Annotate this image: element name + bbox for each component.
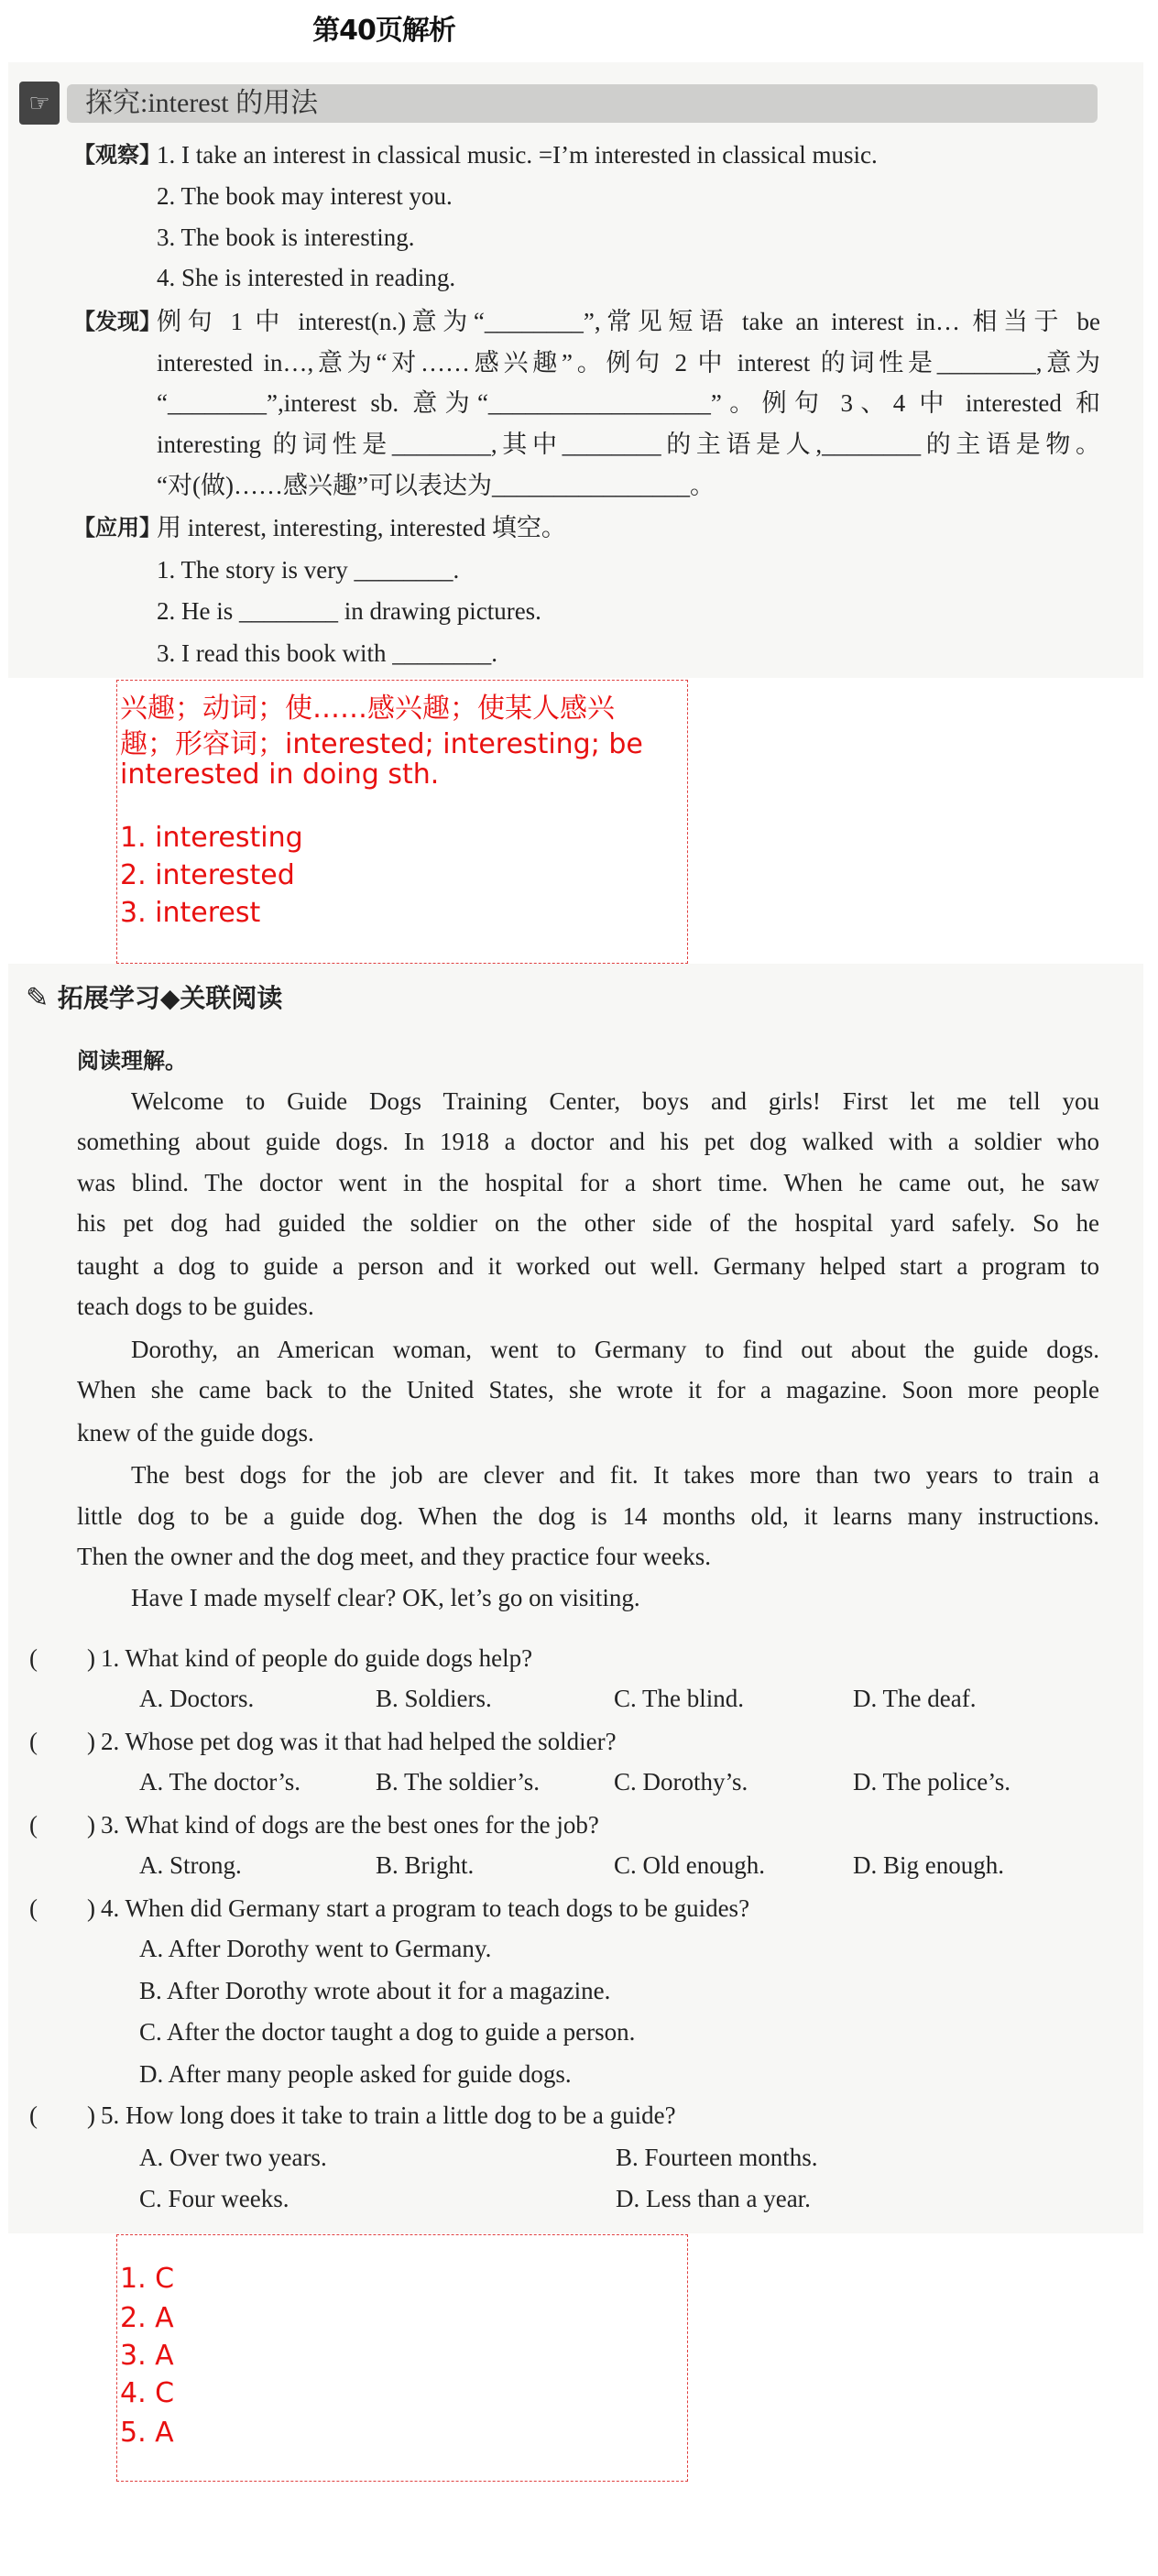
passage-line: When she came back to the United States, she wrote it for a magazine. Soon more people	[77, 1376, 1099, 1403]
apply-line: 2. He is ________ in drawing pictures.	[157, 597, 541, 625]
reading-subtitle: 阅读理解。	[77, 1048, 187, 1074]
apply-intro: 用 interest, interesting, interested 填空。	[157, 514, 566, 541]
answer-line: 兴趣；动词；使……感兴趣；使某人感兴	[120, 693, 615, 725]
answer-box-1	[116, 680, 688, 964]
answer-line: 1. interesting	[120, 822, 303, 854]
apply-line: 1. The story is very ________.	[157, 556, 460, 584]
section-label: 拓展学习◆关联阅读	[57, 983, 283, 1013]
option-a: A. Strong.	[139, 1851, 242, 1879]
passage-line: Dorothy, an American woman, went to Germany to find out about the guide dogs.	[131, 1336, 1099, 1363]
passage-line: something about guide dogs. In 1918 a doctor and his pet dog walked with a soldier who	[77, 1128, 1099, 1155]
option-a: A. After Dorothy went to Germany.	[139, 1935, 492, 1962]
answer-line: 4. C	[120, 2377, 175, 2409]
answer-line: 2. A	[120, 2302, 174, 2334]
answer-line: 5. A	[120, 2417, 174, 2449]
option-b: B. The soldier’s.	[376, 1768, 540, 1796]
answer-paren: ( )	[29, 1811, 95, 1839]
option-a: A. Over two years.	[139, 2144, 327, 2171]
passage-line: his pet dog had guided the soldier on the other side of the hospital yard safely. So he	[77, 1209, 1099, 1237]
observe-line: 2. The book may interest you.	[157, 182, 453, 210]
passage-line: Welcome to Guide Dogs Training Center, boys and girls! First let me tell you	[131, 1087, 1099, 1115]
passage-line: The best dogs for the job are clever and fit. It takes more than two years to train a	[131, 1461, 1099, 1489]
answer-paren: ( )	[29, 2101, 95, 2129]
answer-paren: ( )	[29, 1894, 95, 1922]
passage-line: knew of the guide dogs.	[77, 1419, 314, 1446]
option-b: B. Soldiers.	[376, 1685, 492, 1712]
passage-line: Then the owner and the dog meet, and they practice four weeks.	[77, 1543, 711, 1570]
option-d: D. Less than a year.	[616, 2185, 811, 2212]
option-c: C. After the doctor taught a dog to guide a person.	[139, 2018, 636, 2046]
option-d: D. The deaf.	[853, 1685, 977, 1712]
passage-line: teach dogs to be guides.	[77, 1293, 314, 1320]
question-text: 4. When did Germany start a program to teach dogs to be guides?	[101, 1894, 750, 1922]
page-title: 第40页解析	[312, 15, 455, 47]
option-c: C. The blind.	[614, 1685, 745, 1712]
answer-box-2	[116, 2234, 688, 2482]
question-text: 3. What kind of dogs are the best ones for the job?	[101, 1811, 599, 1839]
option-b: B. Bright.	[376, 1851, 475, 1879]
observe-line: 3. The book is interesting.	[157, 224, 415, 251]
discover-line: interesting 的词性是________,其中________的主语是人,________的主语是物。	[157, 431, 1100, 458]
question-text: 2. Whose pet dog was it that had helped the soldier?	[101, 1728, 617, 1755]
discover-line: “________”,interest sb. 意为“__________________”。例句 3、4 中 interested 和	[157, 389, 1100, 417]
answer-paren: ( )	[29, 1644, 95, 1672]
discover-label: 【发现】	[73, 309, 161, 334]
answer-line: 1. C	[120, 2263, 175, 2295]
observe-label: 【观察】	[73, 142, 161, 168]
option-c: C. Four weeks.	[139, 2185, 290, 2212]
answer-line: 3. interest	[120, 897, 261, 929]
option-d: D. The police’s.	[853, 1768, 1011, 1796]
option-d: D. Big enough.	[853, 1851, 1004, 1879]
reading-section-title	[26, 978, 282, 1015]
option-b: B. Fourteen months.	[616, 2144, 818, 2171]
question-text: 1. What kind of people do guide dogs help?	[101, 1644, 533, 1672]
section-header-title: 探究:interest 的用法	[67, 84, 1098, 123]
apply-line: 3. I read this book with ________.	[157, 639, 497, 667]
option-c: C. Dorothy’s.	[614, 1768, 748, 1796]
passage-line: taught a dog to guide a person and it worked out well. Germany helped start a program to	[77, 1252, 1099, 1280]
observe-line: 4. She is interested in reading.	[157, 264, 456, 291]
apply-label: 【应用】	[73, 515, 161, 540]
option-a: A. The doctor’s.	[139, 1768, 300, 1796]
answer-line: 3. A	[120, 2340, 174, 2372]
answer-line: 2. interested	[120, 859, 295, 891]
pen-icon: ✎	[26, 982, 49, 1014]
answer-line: 趣；形容词；interested; interesting; be	[120, 728, 643, 760]
observe-line: 1. I take an interest in classical music. =I’m interested in classical music.	[157, 141, 878, 169]
option-a: A. Doctors.	[139, 1685, 255, 1712]
passage-line: little dog to be a guide dog. When the dog is 14 months old, it learns many instructions.	[77, 1502, 1099, 1530]
option-c: C. Old enough.	[614, 1851, 765, 1879]
answer-paren: ( )	[29, 1728, 95, 1755]
section-header	[19, 82, 1098, 125]
pointing-hand-icon: ☞	[19, 82, 60, 125]
answer-line: interested in doing sth.	[120, 759, 440, 791]
option-d: D. After many people asked for guide dogs.	[139, 2060, 572, 2088]
discover-line: “对(做)……感兴趣”可以表达为________________。	[157, 472, 715, 499]
discover-line: interested in…,意为“对……感兴趣”。例句 2 中 interest 的词性是________,意为	[157, 349, 1100, 377]
question-text: 5. How long does it take to train a little dog to be a guide?	[101, 2101, 676, 2129]
option-b: B. After Dorothy wrote about it for a magazine.	[139, 1977, 611, 2004]
discover-line: 例句 1 中 interest(n.)意为“________”,常见短语 take an interest in… 相当于 be	[157, 308, 1100, 335]
passage-line: was blind. The doctor went in the hospital for a short time. When he came out, he saw	[77, 1169, 1099, 1196]
passage-line: Have I made myself clear? OK, let’s go on visiting.	[131, 1584, 640, 1611]
